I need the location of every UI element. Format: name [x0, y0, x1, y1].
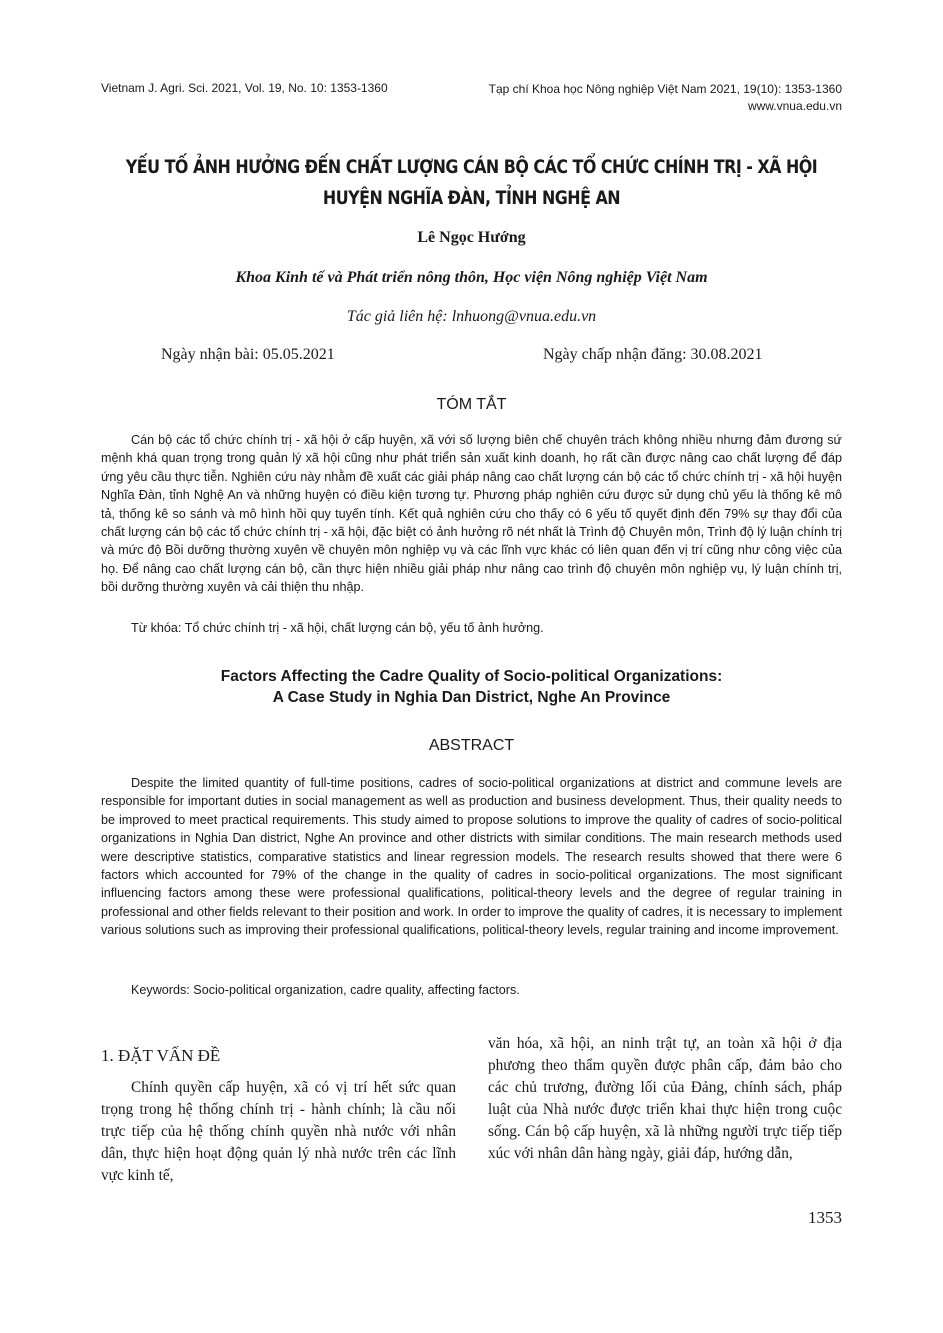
- journal-citation-en: Vietnam J. Agri. Sci. 2021, Vol. 19, No. 10: 1353-1360: [101, 81, 388, 95]
- received-date: Ngày nhận bài: 05.05.2021: [161, 346, 335, 363]
- paper-title-en-line1: Factors Affecting the Cadre Quality of Socio-political Organizations:: [220, 668, 723, 685]
- journal-website-link[interactable]: www.vnua.edu.vn: [747, 99, 842, 113]
- accepted-date: Ngày chấp nhận đăng: 30.08.2021: [543, 346, 763, 363]
- keywords-en: Keywords: Socio-political organization, cadre quality, affecting factors.: [131, 983, 520, 997]
- paper-title-en-line2: A Case Study in Nghia Dan District, Nghe An Province: [272, 689, 671, 706]
- abstract-heading-en: ABSTRACT: [428, 737, 515, 754]
- body-text-right-column: văn hóa, xã hội, an ninh trật tự, an toàn xã hội ở địa phương theo thẩm quyền được phân cấp, đảm bảo cho các chủ trương, đường lối của Đảng, chính sách, pháp luật của Nhà nước được triển khai thực hiện trong cuộc sống. Cán bộ cấp huyện, xã là những người trực tiếp tiếp xúc với nhân dân hàng ngày, giải đáp, hướng dẫn,: [488, 1035, 842, 1163]
- paper-title-vn-line2: HUYỆN NGHĨA ĐÀN, TỈNH NGHỆ AN: [322, 188, 621, 209]
- journal-citation-vn-line: Tạp chí Khoa học Nông nghiệp Việt Nam 2021, 19(10): 1353-1360: [488, 82, 842, 96]
- paper-title-en: [0, 666, 943, 708]
- summary-body-vn: Cán bộ các tổ chức chính trị - xã hội ở cấp huyện, xã với số lượng biên chế chuyên trách không nhiều nhưng đảm đương sứ mệnh khá quan trọng trong quản lý xã hội cũng như phát triển sản xuất kinh doanh, họ rất cần được nâng cao chất lượng để đáp ứng yêu cầu thực tiễn. Nghiên cứu này nhằm đề xuất các giải pháp nâng cao chất lượng cán bộ các tổ chức chính trị - xã hội huyện Nghĩa Đàn, tỉnh Nghệ An và những huyện có điều kiện tương tự. Phương pháp nghiên cứu được sử dụng chủ yếu là thống kê mô tả, thống kê so sánh và mô hình hồi quy tuyến tính. Kết quả nghiên cứu cho thấy có 6 yếu tố quyết định đến 79% sự thay đổi của chất lượng cán bộ các tổ chức chính trị - xã hội, đặc biệt có ảnh hưởng rõ nét nhất là Trình độ Chuyên môn, Trình độ lý luận chính trị và mức độ Bồi dưỡng thường xuyên về chuyên môn nghiệp vụ và các lĩnh vực khác có liên quan đến vị trí cũng như công việc của họ. Để nâng cao chất lượng cán bộ, cần thực hiện nhiều giải pháp như nâng cao trình độ chuyên môn nghiệp vụ, lý luận chính trị, bồi dưỡng thường xuyên và cải thiện thu nhập.: [101, 433, 842, 595]
- section-heading: 1. ĐẶT VẤN ĐỀ: [101, 1046, 221, 1065]
- page-number: 1353: [808, 1208, 842, 1227]
- body-text-left-column: Chính quyền cấp huyện, xã có vị trí hết sức quan trọng trong hệ thống chính trị - hành chính; là cầu nối trực tiếp của hệ thống chính quyền nhà nước với nhân dân, thực hiện hoạt động quản lý nhà nước trên các lĩnh vực kinh tế,: [101, 1079, 456, 1185]
- summary-heading-vn: TÓM TẮT: [436, 396, 507, 413]
- contact-email: Tác giả liên hệ: lnhuong@vnua.edu.vn: [346, 308, 597, 325]
- paper-title-vn-line1: YẾU TỐ ẢNH HƯỞNG ĐẾN CHẤT LƯỢNG CÁN BỘ CÁC TỔ CHỨC CHÍNH TRỊ - XÃ HỘI: [125, 157, 818, 178]
- author-affiliation: Khoa Kinh tế và Phát triển nông thôn, Học viện Nông nghiệp Việt Nam: [235, 269, 708, 286]
- author-name: Lê Ngọc Hướng: [417, 229, 526, 246]
- abstract-body-en: Despite the limited quantity of full-time positions, cadres of socio-political organizations at district and commune levels are responsible for important duties in social management as well as production and business development. Thus, their quality needs to be improved to meet practical requirements. This study aimed to propose solutions to improve the quality of cadres of socio-political organizations in Nghia Dan district, Nghe An province and other districts with similar conditions. The main research methods used were descriptive statistics, comparative statistics and linear regression models. The research results showed that there were 6 factors which accounted for 79% of the change in the quality of cadres in socio-political organizations. The most significant influencing factors among these were professional qualifications, political-theory levels and the degree of regular training in professional and other fields relevant to their position and work. In order to improve the quality of cadres, it is necessary to implement various solutions such as improving their professional qualifications, political-theory levels, regular training and income improvement.: [101, 776, 842, 938]
- paper-title-vn: [118, 152, 826, 214]
- keywords-vn: Từ khóa: Tổ chức chính trị - xã hội, chất lượng cán bộ, yếu tố ảnh hưởng.: [131, 621, 544, 635]
- journal-citation-vn: [489, 81, 842, 115]
